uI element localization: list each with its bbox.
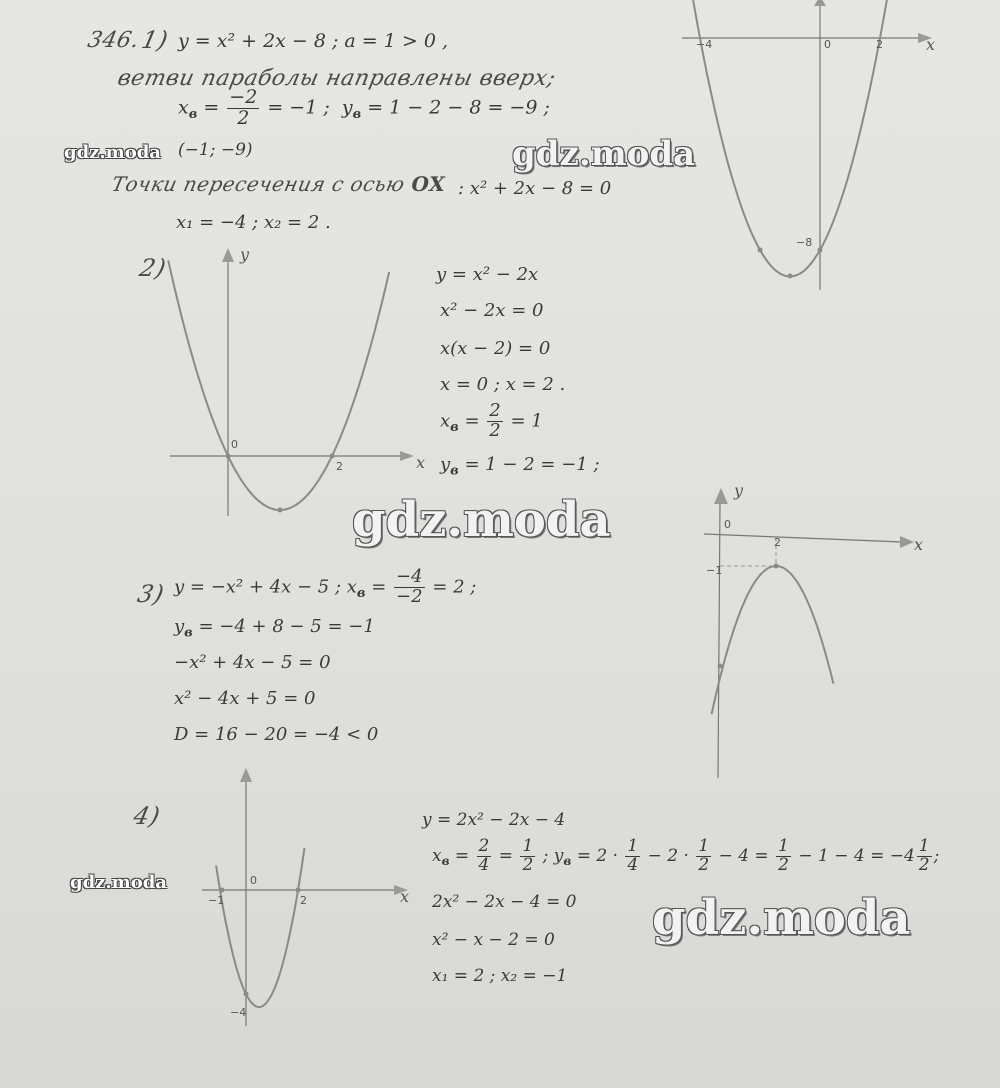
frac-numerator: 2	[478, 836, 490, 856]
y-axis-arrow	[240, 768, 252, 782]
part2-vertex-x: $x_в$ = $\frac{2}{2}$ = 1	[440, 400, 543, 441]
yv-fraction-4	[917, 838, 932, 875]
frac-numerator: 1	[918, 836, 930, 856]
part2-line-1: y = x² − 2x	[436, 264, 539, 285]
frac-numerator: 1	[627, 836, 639, 856]
yint-point	[818, 248, 823, 253]
xv-symbol: x	[432, 845, 442, 866]
xv-subscript: в	[188, 107, 198, 123]
graph-1	[680, 0, 940, 290]
frac-numerator: 2	[489, 400, 501, 421]
frac-denominator: 4	[478, 854, 490, 875]
part3-label: 3)	[135, 580, 167, 608]
frac-denominator: 2	[778, 854, 789, 875]
x-axis-label: x	[416, 453, 426, 472]
watermark-small-top: gdz.moda	[64, 142, 161, 163]
frac-denominator: 2	[522, 854, 534, 875]
y-axis-arrow	[814, 0, 826, 6]
yv-symbol: y	[341, 96, 353, 119]
tick-label-right: 2	[876, 38, 883, 51]
y-axis-arrow	[714, 488, 728, 504]
parabola-2	[168, 260, 389, 510]
frac-denominator: 2	[918, 854, 930, 875]
root-point-0	[226, 454, 231, 459]
part1-equation: y = x² + 2x − 8 ; a = 1 > 0 ,	[178, 30, 449, 52]
root-point-right	[296, 888, 301, 893]
part2-vertex-y	[440, 454, 600, 479]
yv-fraction-1	[625, 838, 640, 875]
problem-number: 346.	[85, 28, 142, 53]
yv-subscript: в	[352, 107, 362, 123]
equals: =	[498, 845, 514, 866]
x-axis-label: x	[400, 887, 410, 906]
tick-label-yint: −8	[796, 236, 813, 249]
watermark-top: gdz.moda	[512, 134, 696, 174]
y-axis-label: y	[734, 481, 744, 500]
frac-denominator: 4	[627, 854, 639, 875]
part1-label: 1)	[139, 26, 171, 54]
tick-label-zero: 0	[724, 518, 731, 531]
xv-value: = 1	[510, 410, 543, 432]
intersect-text: Точки пересечения с осью	[109, 172, 408, 196]
axis-name: OX	[408, 172, 448, 196]
xv-value: = −1 ;	[267, 96, 330, 119]
x-axis-arrow	[900, 536, 914, 548]
vertex-point	[774, 564, 779, 569]
x-axis-label: x	[914, 535, 924, 554]
equation-text: y = −x² + 4x − 5 ; x	[174, 576, 357, 598]
frac-numerator: −2	[229, 86, 258, 108]
y-axis	[718, 502, 720, 778]
tick-label-yint: −4	[230, 1006, 247, 1019]
part1-intersect-note	[109, 172, 447, 196]
xv-value: = 2 ;	[432, 576, 477, 598]
frac-denominator: 2	[489, 419, 501, 441]
root-point-left	[220, 888, 225, 893]
part4-vertex-line: $x_в$ = $\frac{2}{4}$ = $\frac{1}{2}$ ; $y_в = 2$ · $\frac{1}{4}$ − 2 · $\frac{1}{2}$ − 4 = $\frac{1}{2}$ − 1 − 4 = −4 $\frac{1}{2}$ ;	[432, 836, 940, 875]
yv-subscript: в	[450, 463, 459, 479]
part1-intersect-eq: : x² + 2x − 8 = 0	[458, 178, 612, 199]
yint-point	[718, 664, 723, 669]
xv-subscript: в	[441, 854, 450, 869]
parabola-4	[216, 848, 304, 1007]
part1-branches-note: ветви параболы направлены вверх;	[115, 66, 559, 91]
part4-line-2: 2x² − 2x − 4 = 0	[432, 892, 577, 912]
x-axis	[704, 534, 902, 542]
yv-fraction-2	[696, 838, 711, 875]
part3-line-4: D = 16 − 20 = −4 < 0	[174, 724, 379, 745]
frac-numerator: −4	[396, 566, 423, 587]
yv-term: − 2 ·	[647, 845, 689, 866]
frac-denominator: 2	[698, 854, 710, 875]
yv-symbol: y	[174, 616, 185, 637]
root-point-2	[330, 454, 335, 459]
xv-fraction	[394, 568, 425, 607]
yv-symbol: ; y	[542, 845, 564, 866]
y-axis-arrow	[222, 248, 234, 262]
part4-line-4: x₁ = 2 ; x₂ = −1	[432, 966, 568, 986]
xv-subscript: в	[356, 585, 366, 601]
yv-fraction-3	[776, 838, 791, 875]
tick-label-zero: 0	[250, 874, 257, 887]
part2-label: 2)	[137, 254, 169, 282]
xv-subscript: в	[450, 419, 459, 435]
xv-symbol: x	[178, 96, 189, 119]
tick-label-right: 2	[300, 894, 307, 907]
frac-numerator: 1	[778, 836, 789, 856]
part1-roots: x₁ = −4 ; x₂ = 2 .	[176, 212, 331, 233]
part1-vertex: (−1; −9)	[178, 140, 253, 160]
yv-subscript: в	[184, 625, 193, 641]
part2-line-4: x = 0 ; x = 2 .	[440, 374, 566, 395]
frac-numerator: 1	[522, 836, 534, 856]
yv-value: = −4 + 8 − 5 = −1	[198, 616, 375, 637]
part4-line-3: x² − x − 2 = 0	[432, 930, 555, 950]
watermark-small-bottom: gdz.moda	[70, 872, 167, 893]
vertex-point	[278, 508, 283, 513]
graph-4	[200, 766, 410, 1026]
part4-line-1: y = 2x² − 2x − 4	[422, 810, 566, 830]
part4-label: 4)	[131, 802, 163, 830]
frac-denominator: −2	[396, 585, 423, 607]
x-axis-arrow	[400, 451, 414, 461]
xv-fraction	[227, 88, 259, 129]
graph-3	[690, 478, 930, 778]
watermark-center: gdz.moda	[352, 492, 611, 548]
frac-denominator: 2	[237, 106, 250, 129]
yv-subscript: в	[563, 854, 572, 869]
part3-line-3: x² − 4x + 5 = 0	[174, 688, 316, 709]
sym-point	[758, 248, 763, 253]
yv-end: ;	[933, 845, 940, 866]
yv-symbol: y	[440, 454, 451, 475]
watermark-bottom: gdz.moda	[652, 890, 911, 946]
yv-value: = 1 − 2 = −1 ;	[464, 454, 600, 475]
xv-fraction	[477, 838, 492, 875]
part3-line-2: −x² + 4x − 5 = 0	[174, 652, 331, 673]
yv-term: − 4 =	[718, 845, 769, 866]
part1-vertex-x: $x_в$ = $\frac{-2}{2}$ = −1 ; $y_в = 1 - 2 - 8 = -9$ ;	[178, 86, 550, 129]
tick-label-right: 2	[774, 536, 781, 549]
part2-line-2: x² − 2x = 0	[440, 300, 544, 321]
tick-label-yint: −1	[706, 564, 723, 577]
tick-label-zero: 0	[824, 38, 831, 51]
xv-fraction-2	[520, 838, 535, 875]
tick-label-left: −4	[696, 38, 713, 51]
tick-label-zero: 0	[231, 438, 238, 451]
yv-term: − 1 − 4 = −4	[798, 845, 915, 866]
part3-line-1: y = −x² + 4x − 5 ; $x_в$ = $\frac{-4}{-2}$ = 2 ;	[174, 566, 477, 607]
vertex-point	[788, 274, 793, 279]
yv-value: = 1 − 2 − 8 = −9 ;	[367, 96, 550, 119]
tick-label-left: −1	[208, 894, 225, 907]
part3-vertex-y	[174, 616, 375, 641]
y-axis-label: y	[240, 245, 250, 264]
graph-2	[168, 245, 428, 518]
x-axis-label: x	[926, 35, 936, 54]
xv-symbol: x	[440, 410, 451, 432]
xv-fraction	[487, 402, 502, 441]
frac-numerator: 1	[698, 836, 710, 856]
tick-label-right: 2	[336, 460, 343, 473]
part2-line-3: x(x − 2) = 0	[440, 338, 551, 359]
yv-term: = 2 ·	[576, 845, 618, 866]
yint-point	[244, 992, 249, 997]
parabola-3	[712, 566, 834, 714]
